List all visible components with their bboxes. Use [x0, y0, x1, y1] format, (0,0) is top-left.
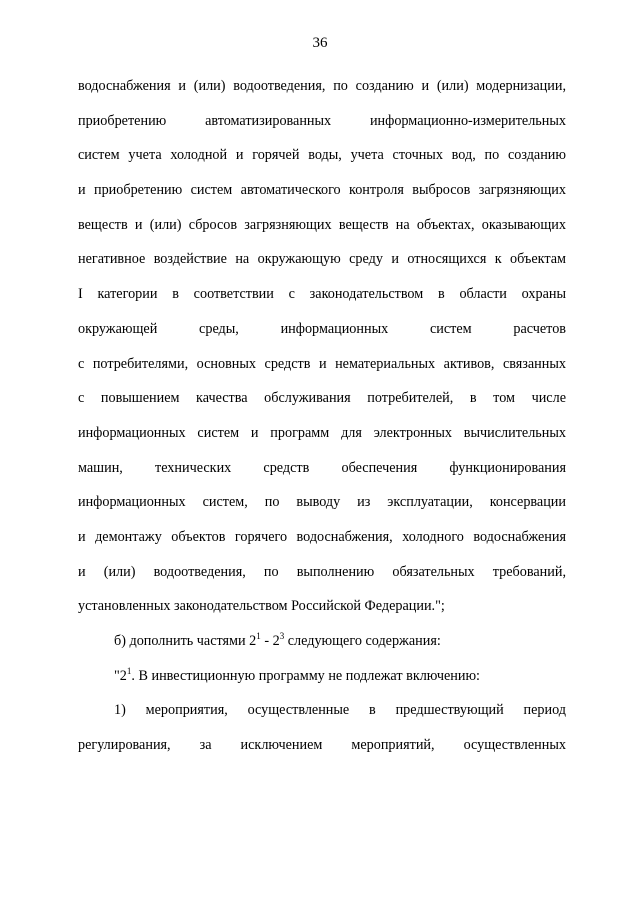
text-line: I категории в соответствии с законодательством в области охраны	[78, 286, 566, 303]
text-line: систем учета холодной и горячей воды, учета сточных вод, по созданию	[78, 147, 566, 164]
amendment-item-b	[78, 631, 566, 666]
part-2-1-text: . В инвестиционную программу не подлежат включению:	[131, 667, 481, 684]
amendment-item-b-text: следующего содержания:	[284, 633, 441, 649]
text-line: приобретению автоматизированных информационно-измерительных	[78, 112, 566, 129]
document-body	[78, 76, 566, 770]
superscript: 3	[279, 631, 285, 641]
text-line: окружающей среды, информационных систем расчетов	[78, 320, 566, 337]
part-2-1-text: "2	[114, 667, 127, 684]
text-line: установленных законодательством Российской Федерации.";	[78, 598, 445, 615]
text-line: веществ и (или) сбросов загрязняющих веществ на объектах, оказывающих	[78, 216, 566, 233]
superscript: 1	[126, 665, 132, 676]
superscript: 1	[256, 631, 261, 641]
list-item-1-line: регулирования, за исключением мероприятий, осуществленных	[78, 737, 566, 754]
text-line: информационных систем и программ для электронных вычислительных	[78, 424, 566, 441]
text-line: с повышением качества обслуживания потребителей, в том числе	[78, 390, 566, 407]
amendment-item-b-text: - 2	[260, 633, 280, 649]
text-line: и (или) водоотведения, по выполнению обязательных требований,	[78, 563, 566, 580]
text-line: и приобретению систем автоматического контроля выбросов загрязняющих	[78, 182, 566, 199]
text-line: и демонтажу объектов горячего водоснабжения, холодного водоснабжения	[78, 528, 566, 545]
amendment-item-b-text: б) дополнить частями 2	[114, 633, 257, 649]
part-2-1-heading	[78, 666, 566, 701]
text-line: с потребителями, основных средств и нематериальных активов, связанных	[78, 355, 566, 372]
list-item-1-line: 1) мероприятия, осуществленные в предшествующий период	[114, 702, 566, 719]
text-line: водоснабжения и (или) водоотведения, по созданию и (или) модернизации,	[78, 78, 566, 94]
text-line: негативное воздействие на окружающую среду и относящихся к объектам	[78, 251, 566, 268]
text-line: информационных систем, по выводу из эксплуатации, консервации	[78, 494, 566, 511]
page-number: 36	[312, 35, 328, 51]
text-line: машин, технических средств обеспечения функционирования	[78, 459, 566, 476]
